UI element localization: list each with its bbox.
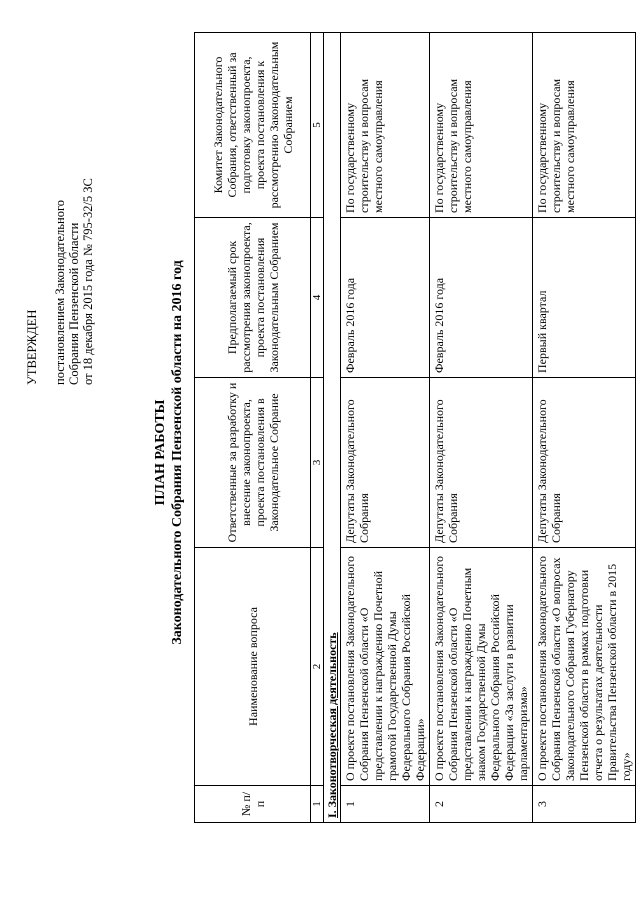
row-number: 2 bbox=[430, 786, 533, 823]
header-term: Предполагаемый срок рассмотрения законопроекта, проекта постановления Законодательным Собранием bbox=[195, 218, 311, 378]
column-number-row bbox=[311, 33, 324, 823]
table-row bbox=[341, 33, 430, 823]
header-responsible: Ответственные за разработку и внесение законопроекта, проекта постановления в Законодательное Собрание bbox=[195, 378, 311, 548]
approval-stamp bbox=[25, 25, 95, 385]
column-number: 3 bbox=[311, 378, 324, 548]
section-row bbox=[324, 33, 341, 823]
column-number: 2 bbox=[311, 548, 324, 786]
row-number: 3 bbox=[533, 786, 636, 823]
table-row bbox=[533, 33, 636, 823]
row-term: Февраль 2016 года bbox=[430, 218, 533, 378]
document-subtitle: Законодательного Собрания Пензенской области на 2016 год bbox=[170, 260, 185, 645]
header-number: № п/п bbox=[195, 786, 311, 823]
row-responsible: Депутаты Законодательного Собрания bbox=[533, 378, 636, 548]
column-number: 5 bbox=[311, 33, 324, 218]
header-row bbox=[195, 33, 311, 823]
header-question: Наименование вопроса bbox=[195, 548, 311, 786]
row-question: О проекте постановления Законодательного Собрания Пензенской области «О представлении к награждению Почетным знаком Государственной Думы Федерального Собрания Российской Федерации «За заслуги в развитии парламентаризма» bbox=[430, 548, 533, 786]
row-number: 1 bbox=[341, 786, 430, 823]
row-term: Первый квартал bbox=[533, 218, 636, 378]
row-committee: По государственному строительству и вопросам местного самоуправления bbox=[341, 33, 430, 218]
row-question: О проекте постановления Законодательного Собрания Пензенской области «О вопросах Законодательного Собрания Губернатору Пензенской области в рамках подготовки отчета о результатах деятельности Правительства Пензенской области в 2015 году» bbox=[533, 548, 636, 786]
section-title: I. Законотворческая деятельность bbox=[324, 33, 341, 823]
column-number: 1 bbox=[311, 786, 324, 823]
header-committee: Комитет Законодательного Собрания, ответственный за подготовку законопроекта, проекта постановления к рассмотрению Законодательным Собранием bbox=[195, 33, 311, 218]
row-committee: По государственному строительству и вопросам местного самоуправления bbox=[430, 33, 533, 218]
row-committee: По государственному строительству и вопросам местного самоуправления bbox=[533, 33, 636, 218]
column-number: 4 bbox=[311, 218, 324, 378]
approval-title: УТВЕРЖДЕН bbox=[25, 309, 39, 385]
document-title: ПЛАН РАБОТЫ bbox=[153, 399, 168, 506]
row-responsible: Депутаты Законодательного Собрания bbox=[341, 378, 430, 548]
approval-line-1: постановлением Законодательного bbox=[53, 199, 67, 385]
table-row bbox=[430, 33, 533, 823]
row-term: Февраль 2016 года bbox=[341, 218, 430, 378]
plan-table bbox=[194, 32, 636, 823]
row-responsible: Депутаты Законодательного Собрания bbox=[430, 378, 533, 548]
approval-line-2: Собрания Пензенской области bbox=[67, 222, 81, 385]
approval-line-3: от 18 декабря 2015 года № 795-32/5 ЗС bbox=[81, 178, 95, 385]
row-question: О проекте постановления Законодательного Собрания Пензенской области «О представлении к награждению Почетной грамотой Государственной Думы Федерального Собрания Российской Федерации» bbox=[341, 548, 430, 786]
